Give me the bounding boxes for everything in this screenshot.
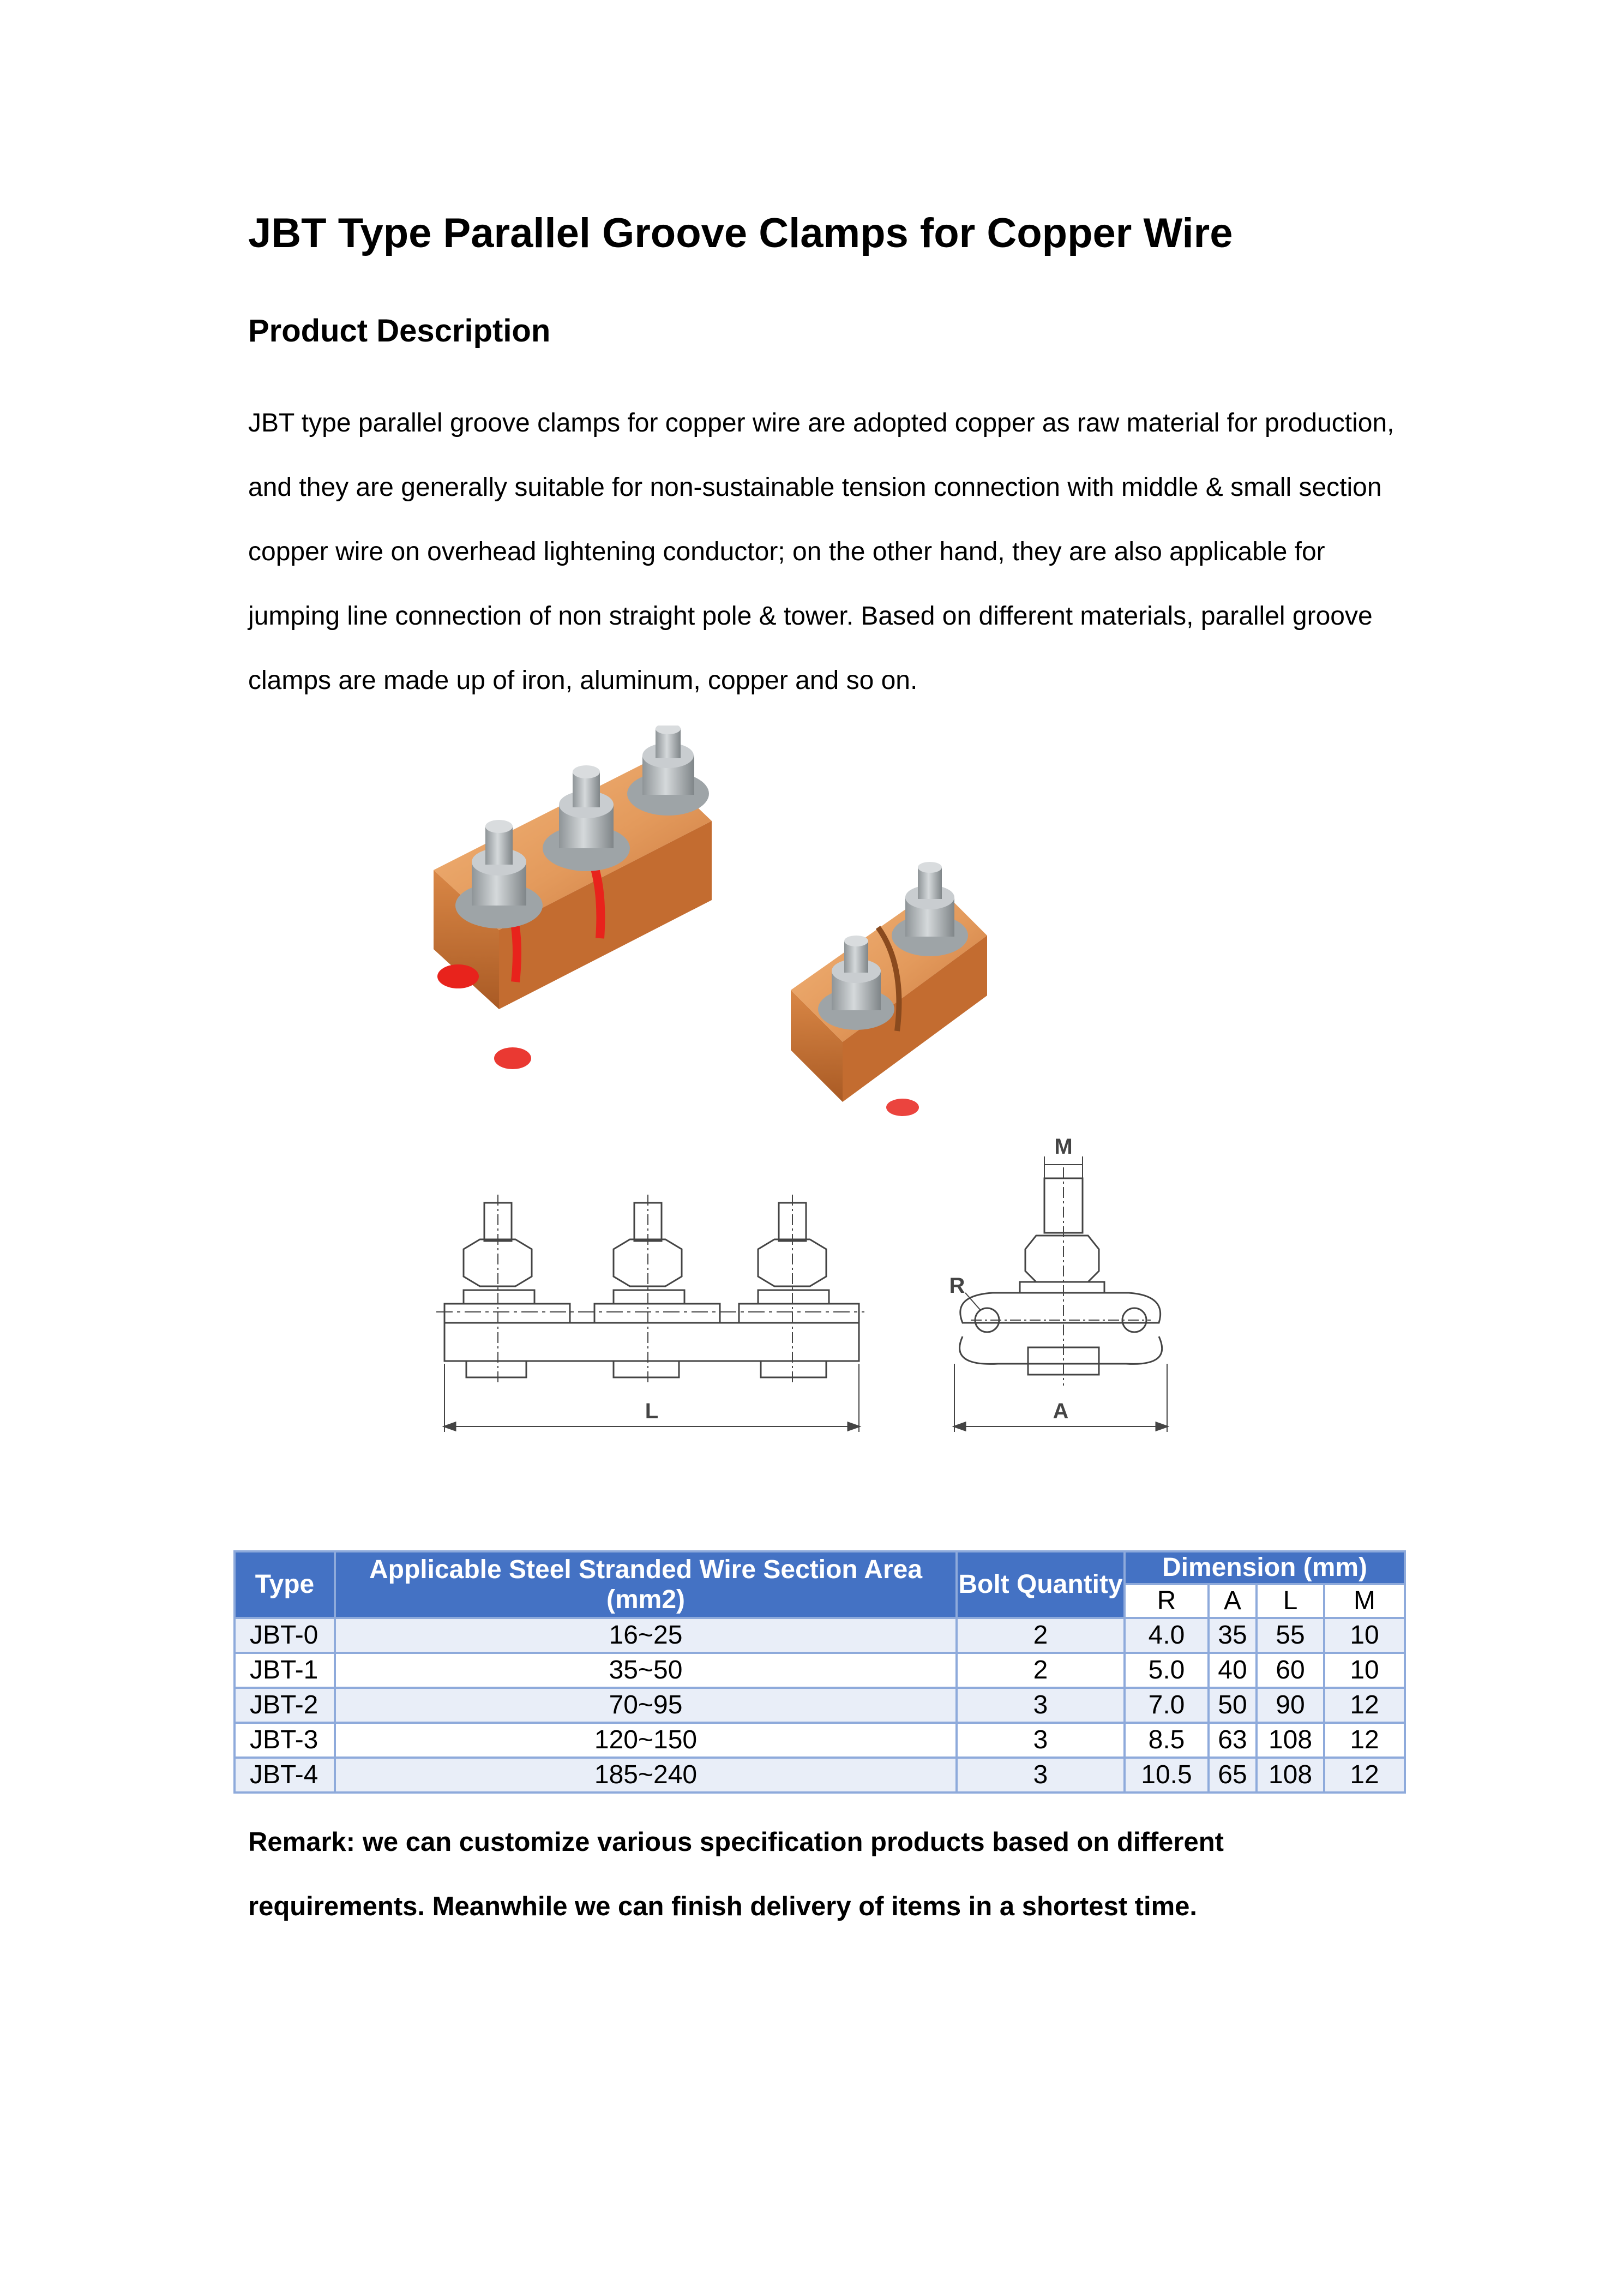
cell-type: JBT-4 bbox=[235, 1758, 335, 1793]
table-row bbox=[235, 1618, 1405, 1653]
cell-r: 7.0 bbox=[1125, 1688, 1209, 1723]
cell-area: 70~95 bbox=[335, 1688, 957, 1723]
section-heading: Product Description bbox=[248, 313, 551, 349]
cell-bolt: 2 bbox=[957, 1618, 1125, 1653]
cell-bolt: 3 bbox=[957, 1688, 1125, 1723]
product-figure bbox=[425, 726, 1200, 1451]
header-dim-a: A bbox=[1209, 1584, 1257, 1618]
header-dim-r: R bbox=[1125, 1584, 1209, 1618]
front-view-drawing bbox=[436, 1195, 864, 1432]
page-title: JBT Type Parallel Groove Clamps for Copper Wire bbox=[248, 210, 1233, 256]
dim-label-m: M bbox=[1054, 1135, 1073, 1159]
cell-a: 50 bbox=[1209, 1688, 1257, 1723]
two-bolt-clamp-photo bbox=[791, 862, 987, 1116]
cell-bolt: 3 bbox=[957, 1758, 1125, 1793]
remark: Remark: we can customize various specification products based on different requirements. Meanwhile we can finish delivery of items in a shortest time. bbox=[248, 1827, 1224, 1921]
cell-m: 10 bbox=[1324, 1618, 1405, 1653]
cell-type: JBT-1 bbox=[235, 1653, 335, 1688]
cell-r: 8.5 bbox=[1125, 1723, 1209, 1758]
cell-r: 10.5 bbox=[1125, 1758, 1209, 1793]
cell-a: 63 bbox=[1209, 1723, 1257, 1758]
cell-r: 5.0 bbox=[1125, 1653, 1209, 1688]
header-dim-m: M bbox=[1324, 1584, 1405, 1618]
header-dim-l: L bbox=[1257, 1584, 1324, 1618]
cell-type: JBT-2 bbox=[235, 1688, 335, 1723]
header-type: Type bbox=[235, 1551, 335, 1618]
cell-l: 108 bbox=[1257, 1758, 1324, 1793]
table-row bbox=[235, 1653, 1405, 1688]
cell-m: 12 bbox=[1324, 1723, 1405, 1758]
cell-l: 60 bbox=[1257, 1653, 1324, 1688]
spec-table bbox=[233, 1550, 1406, 1794]
cell-area: 16~25 bbox=[335, 1618, 957, 1653]
cell-area: 185~240 bbox=[335, 1758, 957, 1793]
cell-bolt: 3 bbox=[957, 1723, 1125, 1758]
cell-l: 90 bbox=[1257, 1688, 1324, 1723]
cell-area: 120~150 bbox=[335, 1723, 957, 1758]
header-section-area: Applicable Steel Stranded Wire Section Area (mm2) bbox=[335, 1551, 957, 1618]
cell-m: 12 bbox=[1324, 1688, 1405, 1723]
cell-a: 40 bbox=[1209, 1653, 1257, 1688]
cell-area: 35~50 bbox=[335, 1653, 957, 1688]
product-description: JBT type parallel groove clamps for copper wire are adopted copper as raw material for production, and they are generally suitable for non-sustainable tension connection with middle & small section copper wire on overhead lightening conductor; on the other hand, they are also applicable for jumping line connection of non straight pole & tower. Based on different materials, parallel groove clamps are made up of iron, aluminum, copper and so on. bbox=[248, 409, 1394, 695]
cell-a: 65 bbox=[1209, 1758, 1257, 1793]
cell-a: 35 bbox=[1209, 1618, 1257, 1653]
cell-l: 55 bbox=[1257, 1618, 1324, 1653]
cell-type: JBT-3 bbox=[235, 1723, 335, 1758]
side-view-drawing bbox=[954, 1156, 1167, 1432]
cell-r: 4.0 bbox=[1125, 1618, 1209, 1653]
cell-l: 108 bbox=[1257, 1723, 1324, 1758]
header-dimension: Dimension (mm) bbox=[1125, 1551, 1405, 1584]
dim-label-l: L bbox=[645, 1399, 659, 1423]
cell-m: 12 bbox=[1324, 1758, 1405, 1793]
cell-m: 10 bbox=[1324, 1653, 1405, 1688]
table-row bbox=[235, 1758, 1405, 1793]
cell-type: JBT-0 bbox=[235, 1618, 335, 1653]
dim-label-r: R bbox=[949, 1274, 965, 1298]
header-bolt-quantity: Bolt Quantity bbox=[957, 1551, 1125, 1618]
cell-bolt: 2 bbox=[957, 1653, 1125, 1688]
three-bolt-clamp-photo bbox=[434, 726, 712, 1069]
table-row bbox=[235, 1723, 1405, 1758]
table-row bbox=[235, 1688, 1405, 1723]
product-figure-svg bbox=[425, 726, 1200, 1451]
dim-label-a: A bbox=[1053, 1399, 1069, 1423]
